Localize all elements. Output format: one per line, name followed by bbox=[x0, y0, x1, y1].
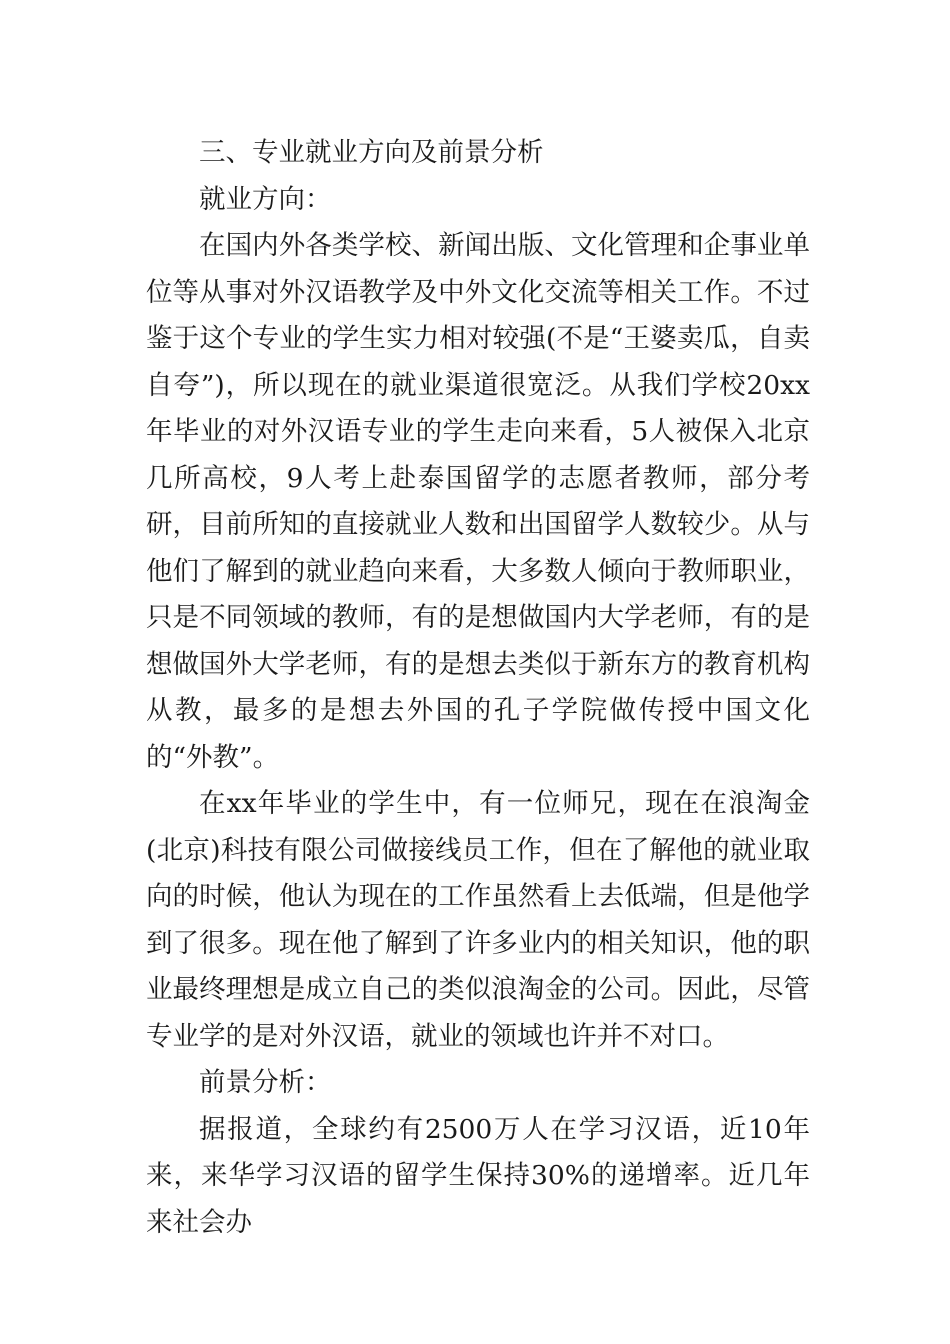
paragraph-prospect-analysis: 据报道，全球约有2500万人在学习汉语，近10年来，来华学习汉语的留学生保持30%的递增率。近几年来社会办 bbox=[146, 1113, 810, 1238]
section-heading: 三、专业就业方向及前景分析 bbox=[199, 137, 544, 168]
document-body bbox=[146, 130, 810, 1246]
paragraph-alumni-example: 在xx年毕业的学生中，有一位师兄，现在在浪淘金(北京)科技有限公司做接线员工作，但在了解他的就业取向的时候，他认为现在的工作虽然看上去低端，但是他学到了很多。现在他了解到了许多业内的相关知识，他的职业最终理想是成立自己的类似浪淘金的公司。因此，尽管专业学的是对外汉语，就业的领域也许并不对口。 bbox=[146, 788, 810, 1052]
subheading-employment-direction: 就业方向： bbox=[199, 183, 332, 215]
paragraph-employment-direction: 在国内外各类学校、新闻出版、文化管理和企事业单位等从事对外汉语教学及中外文化交流等相关工作。不过鉴于这个专业的学生实力相对较强(不是“王婆卖瓜，自卖自夸”)，所以现在的就业渠道很宽泛。从我们学校20xx年毕业的对外汉语专业的学生走向来看，5人被保入北京几所高校，9人考上赴泰国留学的志愿者教师，部分考研，目前所知的直接就业人数和出国留学人数较少。从与他们了解到的就业趋向来看，大多数人倾向于教师职业，只是不同领域的教师，有的是想做国内大学老师，有的是想做国外大学老师，有的是想去类似于新东方的教育机构从教，最多的是想去外国的孔子学院做传授中国文化的“外教”。 bbox=[146, 230, 810, 773]
subheading-prospect-analysis: 前景分析： bbox=[199, 1067, 332, 1098]
